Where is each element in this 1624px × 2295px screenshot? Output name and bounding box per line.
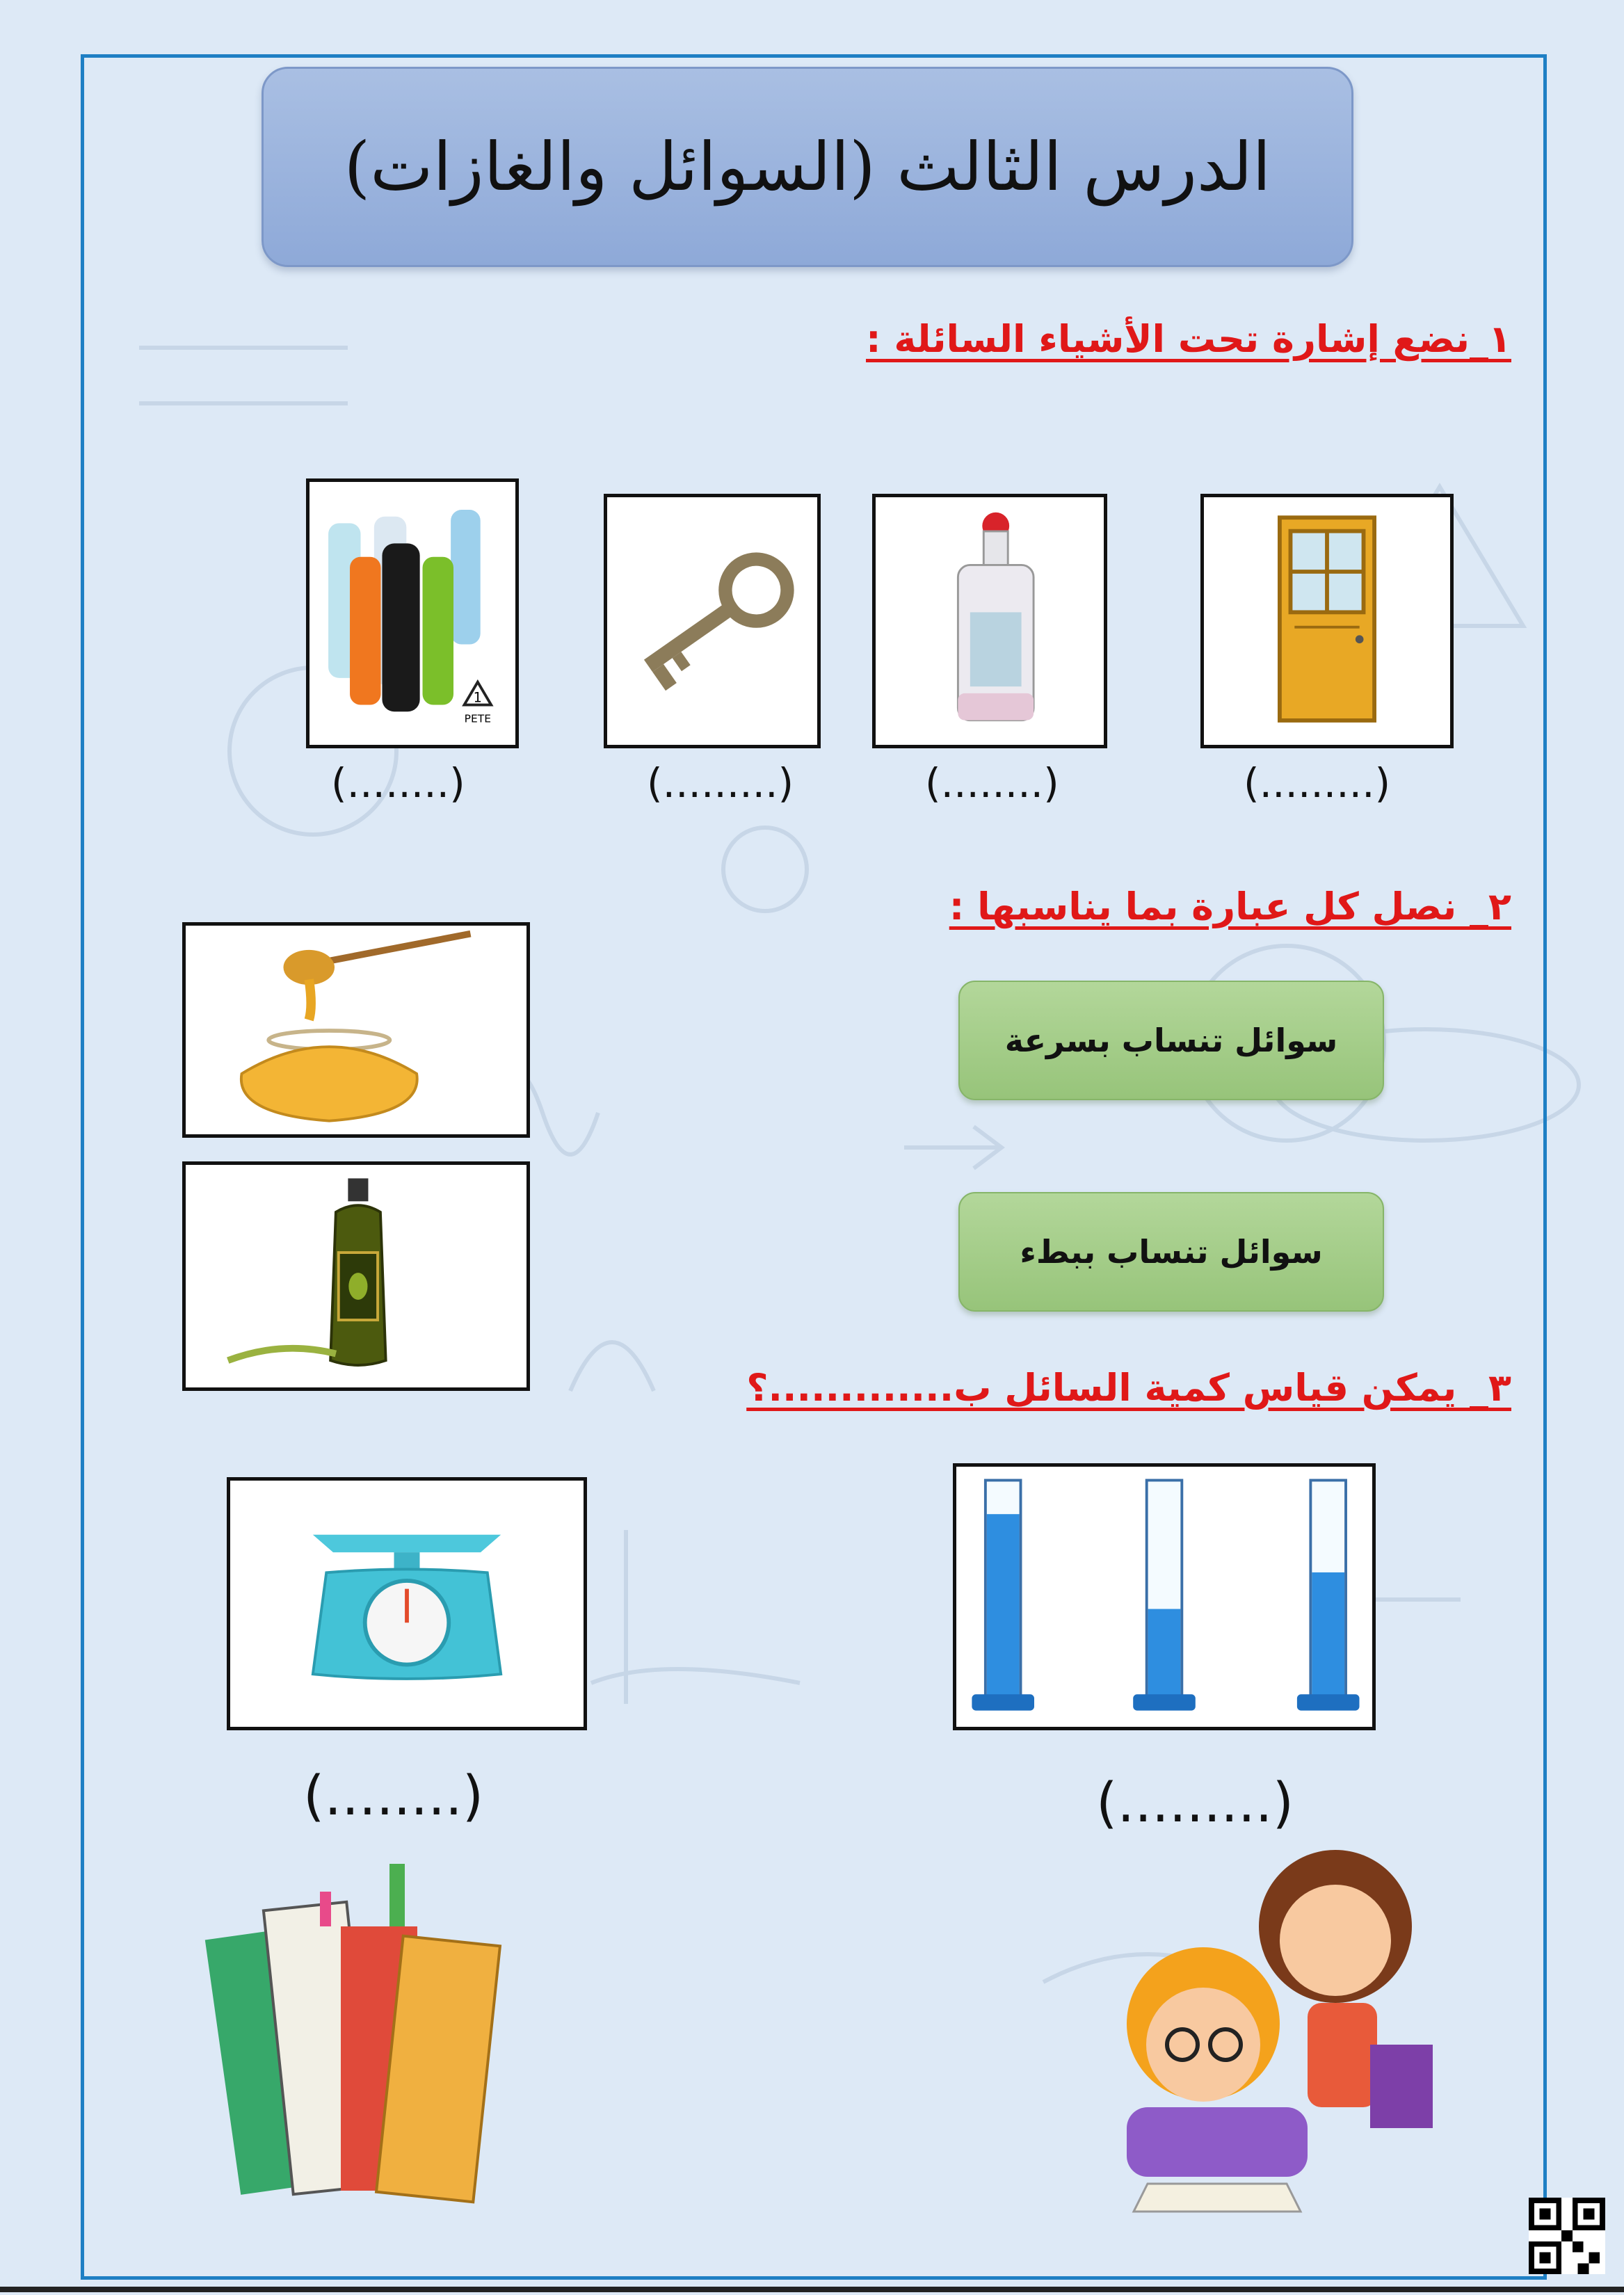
q3-blank-cylinders[interactable]: (.........) xyxy=(1096,1772,1294,1835)
bleach-image xyxy=(872,494,1107,748)
q3-heading: ٣_ يمكن قياس كمية السائل ب.............؟ xyxy=(746,1366,1511,1410)
recycle-label: PETE xyxy=(464,712,491,725)
honey-jar-icon xyxy=(186,926,526,1134)
bleach-bottle-icon xyxy=(876,497,1104,745)
books-illustration xyxy=(181,1850,542,2212)
phrase-fast-flow[interactable]: سوائل تنساب بسرعة xyxy=(958,981,1384,1100)
qr-code-icon[interactable] xyxy=(1529,2198,1605,2274)
q1-blank-key[interactable]: (.........) xyxy=(647,759,794,807)
bottom-rule xyxy=(0,2287,1624,2292)
phrase-slow-flow[interactable]: سوائل تنساب ببطء xyxy=(958,1192,1384,1312)
q1-blank-bleach[interactable]: (........) xyxy=(925,759,1059,807)
q2-heading: ٢_ نصل كل عبارة بما يناسبها : xyxy=(949,885,1511,928)
door-image xyxy=(1200,494,1454,748)
key-image xyxy=(604,494,821,748)
door-icon xyxy=(1204,497,1450,745)
q1-blank-door[interactable]: (.........) xyxy=(1244,759,1391,807)
olive-oil-bottle-icon xyxy=(186,1165,526,1387)
q3-blank-scale[interactable]: (........) xyxy=(303,1765,484,1828)
scale-image xyxy=(227,1477,587,1730)
measuring-cylinders-icon xyxy=(956,1467,1372,1727)
reading-kids-illustration xyxy=(1043,1836,1488,2225)
recycle-number: 1 xyxy=(473,689,482,706)
title-banner xyxy=(262,67,1353,267)
olive-oil-image[interactable] xyxy=(182,1161,530,1391)
key-icon xyxy=(607,497,817,745)
kitchen-scale-icon xyxy=(230,1481,584,1727)
plastic-bottles-icon xyxy=(309,482,515,745)
q1-blank-bottles[interactable]: (........) xyxy=(331,759,465,807)
cylinders-image xyxy=(953,1463,1376,1730)
honey-image[interactable] xyxy=(182,922,530,1138)
page-title: الدرس الثالث (السوائل والغازات) xyxy=(344,128,1271,206)
q1-heading: ١_نضع إشارة تحت الأشياء السائلة : xyxy=(866,317,1511,361)
bottles-image xyxy=(306,478,519,748)
